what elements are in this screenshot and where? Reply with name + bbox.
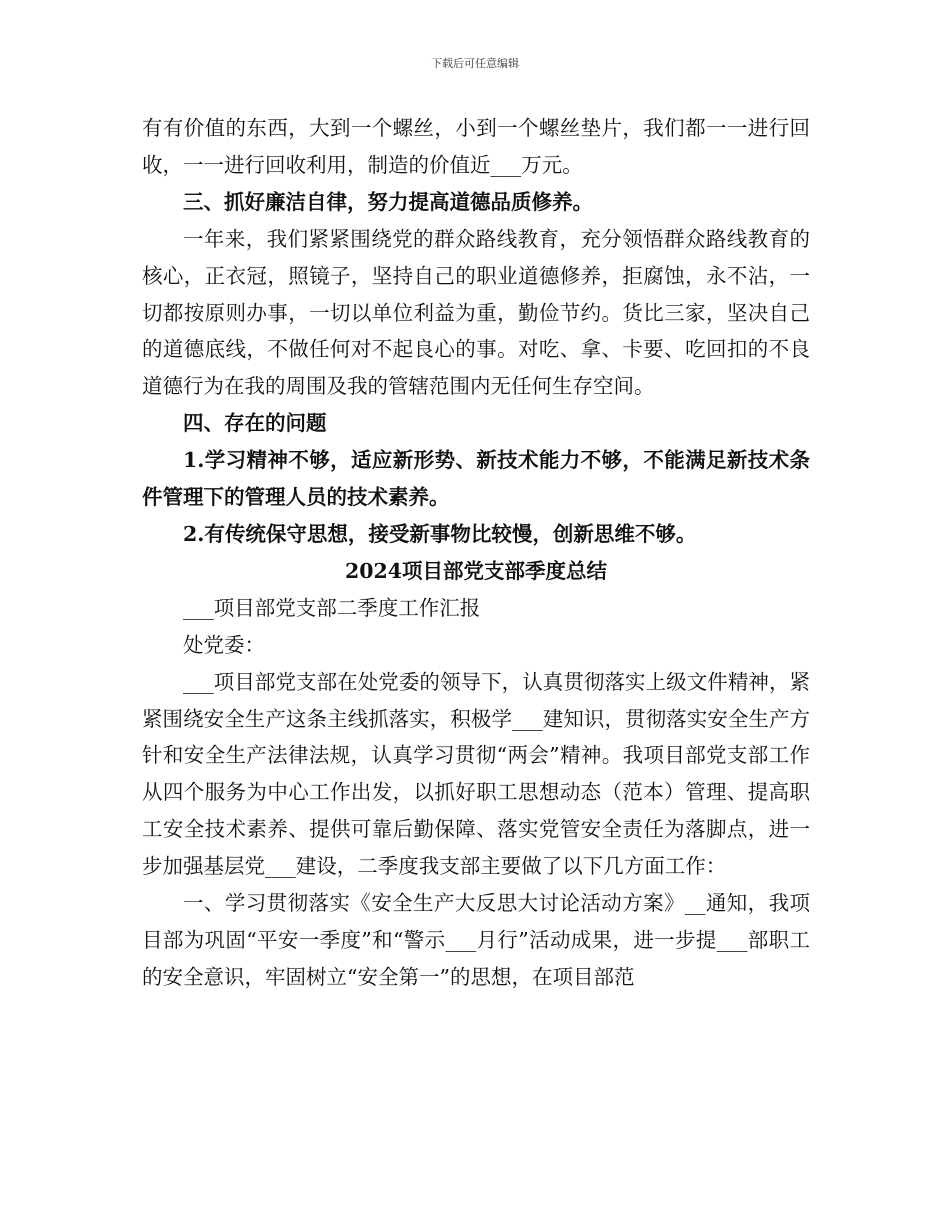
paragraph-overview: ___项目部党支部在处党委的领导下，认真贯彻落实上级文件精神，紧紧围绕安全生产这条主线抓落实，积极学___建知识，贯彻落实安全生产方针和安全生产法律法规，认真学习贯彻“两会”精神。我项目部党支部工作从四个服务为中心工作出发，以抓好职工思想动态（范本）管理、提高职工安全技术素养、提供可靠后勤保障、落实党管安全责任为落脚点，进一步加强基层党___建设，二季度我支部主要做了以下几方面工作： <box>142 669 810 879</box>
heading-integrity: 三、抓好廉洁自律，努力提高道德品质修养。 <box>183 189 593 214</box>
report-subtitle: ___项目部党支部二季度工作汇报 <box>183 595 481 620</box>
paragraph-item-1: 一、学习贯彻落实《安全生产大反思大讨论活动方案》__通知，我项目部为巩固“平安一季度”和“警示___月行”活动成果，进一步提___部职工的安全意识，牢固树立“安全第一”的思想，在项目部范 <box>142 891 810 989</box>
paragraph-recycling: 有有价值的东西，大到一个螺丝，小到一个螺丝垫片，我们都一一进行回收，一一进行回收利用，制造的价值近___万元。 <box>142 116 810 177</box>
paragraph-integrity: 一年来，我们紧紧围绕党的群众路线教育，充分领悟群众路线教育的核心，正衣冠，照镜子，坚持自己的职业道德修养，拒腐蚀，永不沾，一切都按原则办事，一切以单位利益为重，勤俭节约。货比三家，坚决自己的道德底线，不做任何对不起良心的事。对吃、拿、卡要、吃回扣的不良道德行为在我的周围及我的管辖范围内无任何生存空间。 <box>142 226 810 399</box>
salutation: 处党委： <box>183 632 265 657</box>
section-title: 2024项目部党支部季度总结 <box>344 558 608 583</box>
heading-problems: 四、存在的问题 <box>183 411 327 436</box>
header-note: 下载后可任意编辑 <box>431 57 519 70</box>
problem-item-1: 1.学习精神不够，适应新形势、新技术能力不够，不能满足新技术条件管理下的管理人员的技术素养。 <box>142 448 810 510</box>
problem-item-2: 2.有传统保守思想，接受新事物比较慢，创新思维不够。 <box>183 521 697 546</box>
document-body <box>142 110 810 996</box>
